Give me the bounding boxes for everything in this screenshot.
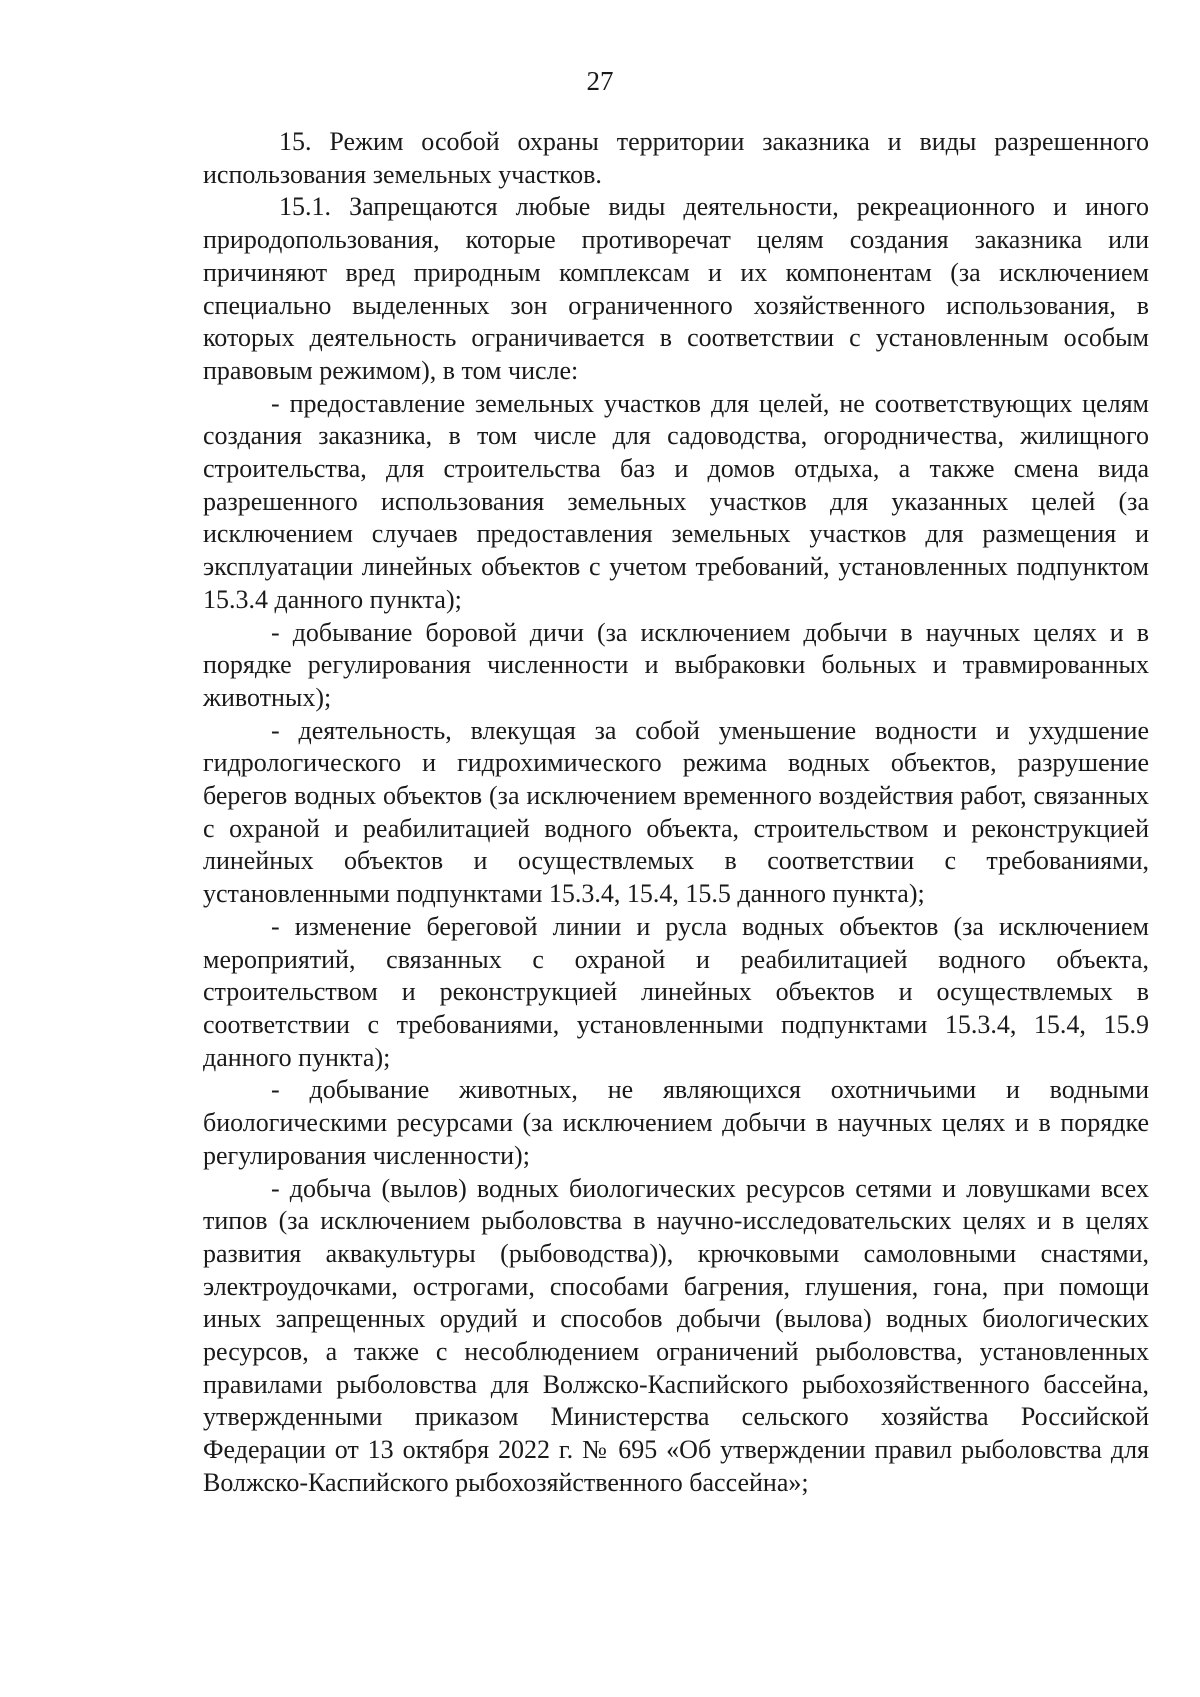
page-number: 27 bbox=[586, 66, 614, 96]
prohibition-item-game-hunting: - добывание боровой дичи (за исключением добычи в научных целях и в порядке регулирования численности и выбраковки больных и травмированных животных); bbox=[203, 617, 1149, 712]
prohibition-item-water-regime: - деятельность, влекущая за собой уменьшение водности и ухудшение гидрологического и гидрохимического режима водных объектов, разрушение берегов водных объектов (за исключением временного воздействия работ, связанных с охраной и реабилитацией водного объекта, строительством и реконструкцией линейных объектов и осуществлемых в соответствии с требованиями, установленными подпунктами 15.3.4, 15.4, 15.5 данного пункта); bbox=[203, 715, 1149, 909]
prohibition-item-fishing: - добыча (вылов) водных биологических ресурсов сетями и ловушками всех типов (за исключением рыболовства в научно-исследовательских целях и в целях развития аквакультуры (рыбоводства)), крючковыми самоловными снастями, электроудочками, острогами, способами багрения, глушения, гона, при помощи иных запрещенных орудий и способов добычи (вылова) водных биологических ресурсов, а также с несоблюдением ограничений рыболовства, установленных правилами рыболовства для Волжско-Каспийского рыбохозяйственного бассейна, утвержденными приказом Министерства сельского хозяйства Российской Федерации от 13 октября 2022 г. № 695 «Об утверждении правил рыболовства для Волжско-Каспийского рыбохозяйственного бассейна»; bbox=[203, 1173, 1149, 1497]
document-body bbox=[203, 126, 1149, 1500]
clause-15-1-paragraph: 15.1. Запрещаются любые виды деятельности, рекреационного и иного природопользования, которые противоречат целям создания заказника или причиняют вред природным комплексам и их компонентам (за исключением специально выделенных зон ограниченного хозяйственного использования, в которых деятельность ограничивается в соответствии с установленным особым правовым режимом), в том числе: bbox=[203, 192, 1149, 385]
prohibition-item-shoreline-change: - изменение береговой линии и русла водных объектов (за исключением мероприятий, связанных с охраной и реабилитацией водного объекта, строительством и реконструкцией линейных объектов и осуществлемых в соответствии с требованиями, установленными подпунктами 15.3.4, 15.4, 15.9 данного пункта); bbox=[203, 911, 1149, 1072]
prohibition-item-animal-hunting: - добывание животных, не являющихся охотничьими и водными биологическими ресурсами (за исключением добычи в научных целях и в порядке регулирования численности); bbox=[203, 1075, 1149, 1170]
prohibition-item-land-provision: - предоставление земельных участков для целей, не соответствующих целям создания заказника, в том числе для садоводства, огородничества, жилищного строительства, для строительства баз и домов отдыха, а также смена вида разрешенного использования земельных участков для указанных целей (за исключением случаев предоставления земельных участков для размещения и эксплуатации линейных объектов с учетом требований, установленных подпунктом 15.3.4 данного пункта); bbox=[203, 388, 1149, 614]
section-15-heading: 15. Режим особой охраны территории заказника и виды разрешенного использования земельных участков. bbox=[203, 127, 1149, 189]
